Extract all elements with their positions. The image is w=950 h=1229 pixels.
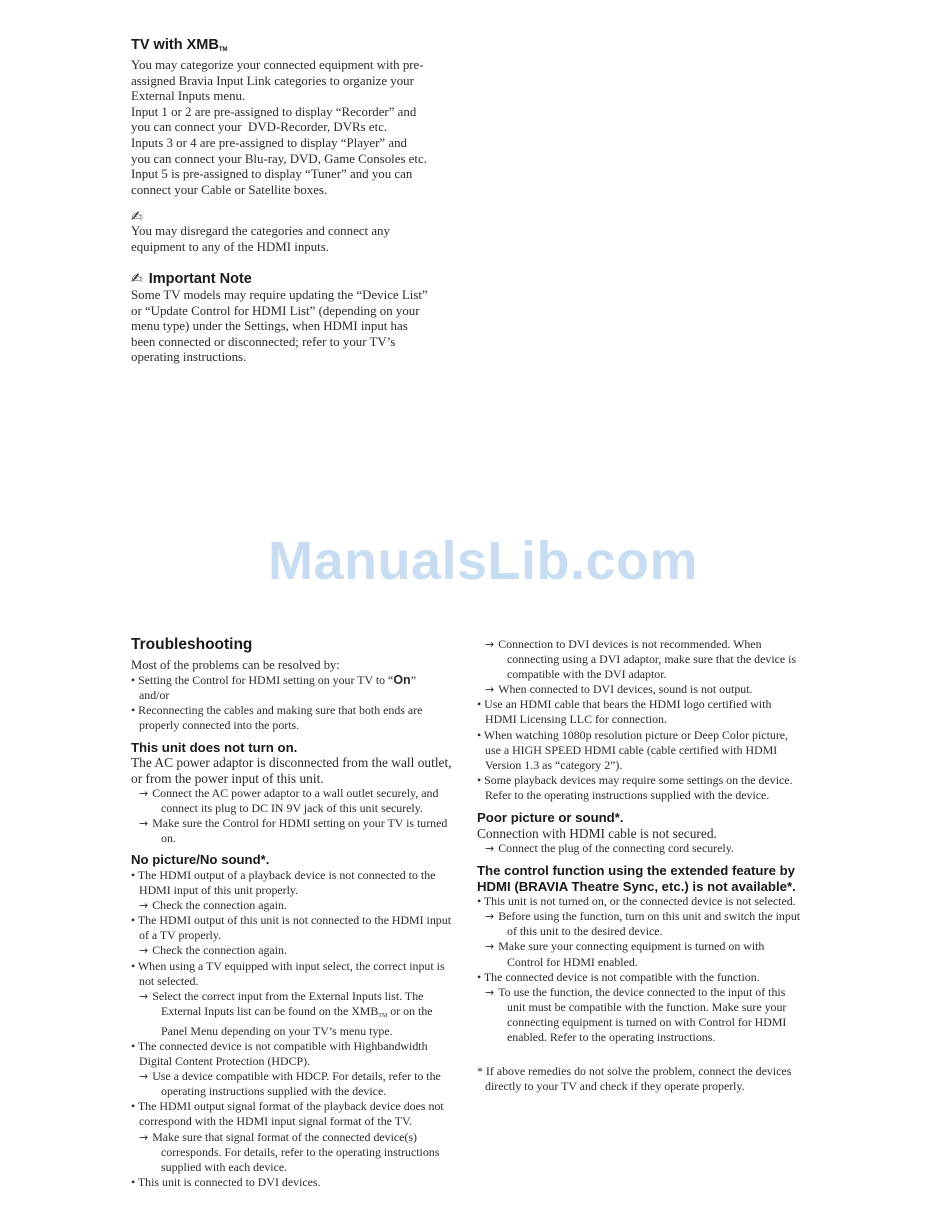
important-pencil-icon: ✍ [131,271,143,287]
control-bullet-1: • This unit is not turned on, or the connected device is not selected. [477,894,796,909]
no-picture-bullet-3: • When using a TV equipped with input select, the correct input is not selected. [131,958,445,988]
important-line-2: or “Update Control for HDMI List” (depending on your [131,303,420,318]
arrow-icon: → [485,683,495,697]
tv-xmb-line-7: you can connect your Blu-ray, DVD, Game Consoles etc. [131,151,427,166]
arrow-icon: → [139,787,149,801]
control-arrow-1-text: Before using the function, turn on this unit and switch the input of this unit to the desired device. [498,909,801,939]
tv-xmb-heading [131,37,471,58]
poor-picture-arrow [477,841,802,856]
tv-xmb-line-4: Input 1 or 2 are pre-assigned to display “Recorder” and [131,104,417,119]
arrow-icon: → [139,899,149,913]
no-picture-bullet-5: • The HDMI output signal format of the playback device does not correspond with the HDMI input signal format of the TV. [131,1099,444,1129]
no-turn-on-heading: This unit does not turn on. [131,739,298,755]
tm-mark: TM [378,1012,388,1019]
no-picture-arrow-3-text-end: or on the Panel Menu depending on your TV’s menu type. [161,1003,433,1038]
tv-xmb-line-2: assigned Bravia Input Link categories to organize your [131,73,414,88]
bullet-setting-text: • Setting the Control for HDMI setting on your TV to “ [131,673,394,688]
no-picture-arrow-2 [131,943,453,958]
on-keyword: On [393,673,411,688]
no-picture-arrow-2-text: Check the connection again. [152,943,287,958]
control-arrow-3-text: To use the function, the device connected to the input of this unit must be compatible with the function. Make sure your connecting equipment is turned on with Control for HDMI enabled. Refer to the operating instructions. [498,984,787,1044]
arrow-icon: → [139,944,149,958]
important-note-heading [131,270,471,288]
arrow-icon: → [485,638,495,651]
control-arrow-3 [477,985,802,1045]
no-picture-arrow-3 [131,989,453,1039]
arrow-icon: → [139,817,149,831]
no-picture-bullet-1: • The HDMI output of a playback device is not connected to the HDMI input of this unit properly. [131,867,436,898]
arrow-icon: → [485,985,495,999]
and-or-text: and/or [139,688,170,703]
control-arrow-2 [477,939,802,969]
note-heading [131,208,471,224]
tm-mark: TM [218,47,228,53]
bullet-setting-on [131,673,453,688]
no-picture-heading: No picture/No sound*. [131,852,270,868]
footnote: * If above remedies do not solve the problem, connect the devices directly to your TV and check if they operate properly. [477,1064,792,1093]
playback-settings-bullet: • Some playback devices may require some settings on the device. Refer to the operating instructions supplied with the device. [477,772,793,802]
tv-xmb-line-9: connect your Cable or Satellite boxes. [131,182,328,197]
dvi-arrow-1-text: Connection to DVI devices is not recommended. When connecting using a DVI adaptor, make sure that the device is compatible with the DVI adaptor. [498,637,797,682]
no-picture-bullet-2: • The HDMI output of this unit is not connected to the HDMI input of a TV properly. [131,913,452,943]
important-line-5: operating instructions. [131,350,247,365]
no-turn-on-arrow-2 [131,816,453,846]
note-line-2: equipment to any of the HDMI inputs. [131,239,329,254]
arrow-icon: → [139,1130,149,1144]
arrow-icon: → [139,1070,149,1084]
no-turn-on-arrow-1 [131,786,453,816]
no-picture-arrow-4-text: Use a device compatible with HDCP. For details, refer to the operating instructions supplied with the device. [152,1069,441,1099]
important-line-1: Some TV models may require updating the “Device List” [131,288,428,302]
poor-picture-arrow-text: Connect the plug of the connecting cord securely. [498,841,734,856]
tv-xmb-section [131,37,471,198]
dvi-arrow-2 [477,682,802,697]
arrow-icon: → [485,842,495,856]
tv-xmb-line-5: you can connect your DVD-Recorder, DVRs etc. [131,120,388,135]
no-picture-arrow-1 [131,898,453,913]
no-turn-on-arrow-2-text: Make sure the Control for HDMI setting on your TV is turned on. [152,816,448,846]
no-picture-bullet-6: • This unit is connected to DVI devices. [131,1174,321,1189]
no-turn-on-arrow-1-text: Connect the AC power adaptor to a wall outlet securely, and connect its plug to DC IN 9V jack of this unit securely. [152,786,439,816]
no-picture-arrow-5-text: Make sure that signal format of the connected device(s) corresponds. For details, refer to the operating instructions supplied with each device. [152,1129,440,1174]
poor-picture-body: Connection with HDMI cable is not secured. [477,825,717,841]
bullet-reconnecting: • Reconnecting the cables and making sure that both ends are properly connected into the ports. [131,703,423,733]
no-picture-bullet-4: • The connected device is not compatible with Highbandwidth Digital Content Protection (HDCP). [131,1038,428,1069]
troubleshooting-right-column [477,637,802,1093]
high-speed-bullet: • When watching 1080p resolution picture or Deep Color picture, use a HIGH SPEED HDMI cable (cable certified with HDMI Version 1.3 as “category 2”). [477,727,789,772]
tv-xmb-line-3: External Inputs menu. [131,89,246,104]
note-line-1: You may disregard the categories and connect any [131,224,390,238]
important-line-4: been connected or disconnected; refer to your TV’s [131,334,396,349]
control-arrow-1 [477,909,802,939]
important-line-3: menu type) under the Settings, when HDMI input has [131,319,408,334]
note-section [131,208,471,255]
no-picture-arrow-3-text: Select the correct input from the External Inputs list. The External Inputs list can be found on the XMB [152,988,424,1018]
no-picture-arrow-5 [131,1130,453,1175]
no-turn-on-body: The AC power adaptor is disconnected from the wall outlet, or from the power input of this unit. [131,755,452,786]
poor-picture-heading: Poor picture or sound*. [477,810,624,826]
important-note-section [131,270,471,366]
important-note-title: Important Note [148,271,252,287]
manualslib-watermark: ManualsLib.com [268,531,699,591]
tv-xmb-title: TV with XMB [131,37,219,53]
dvi-arrow-2-text: When connected to DVI devices, sound is not output. [498,682,753,697]
tv-xmb-line-8: Input 5 is pre-assigned to display “Tuner” and you can [131,167,413,182]
troubleshooting-intro: Most of the problems can be resolved by: [131,658,340,672]
arrow-icon: → [485,940,495,954]
control-bullet-2: • The connected device is not compatible with the function. [477,969,760,984]
troubleshooting-heading: Troubleshooting [131,636,253,653]
arrow-icon: → [139,989,149,1003]
tv-xmb-line-1: You may categorize your connected equipment with pre- [131,58,424,72]
arrow-icon: → [485,910,495,924]
control-function-heading: The control function using the extended feature by HDMI (BRAVIA Theatre Sync, etc.) is not available*. [477,863,796,894]
note-pencil-icon: ✍ [131,209,143,225]
hdmi-logo-bullet: • Use an HDMI cable that bears the HDMI logo certified with HDMI Licensing LLC for connection. [477,697,772,727]
control-arrow-2-text: Make sure your connecting equipment is turned on with Control for HDMI enabled. [498,939,765,969]
tv-xmb-line-6: Inputs 3 or 4 are pre-assigned to display “Player” and [131,135,407,150]
bullet-setting-close: ” [410,673,416,688]
no-picture-arrow-1-text: Check the connection again. [152,898,287,913]
dvi-arrow-1 [477,637,802,682]
troubleshooting-left-column [131,636,453,1190]
no-picture-arrow-4 [131,1069,453,1099]
